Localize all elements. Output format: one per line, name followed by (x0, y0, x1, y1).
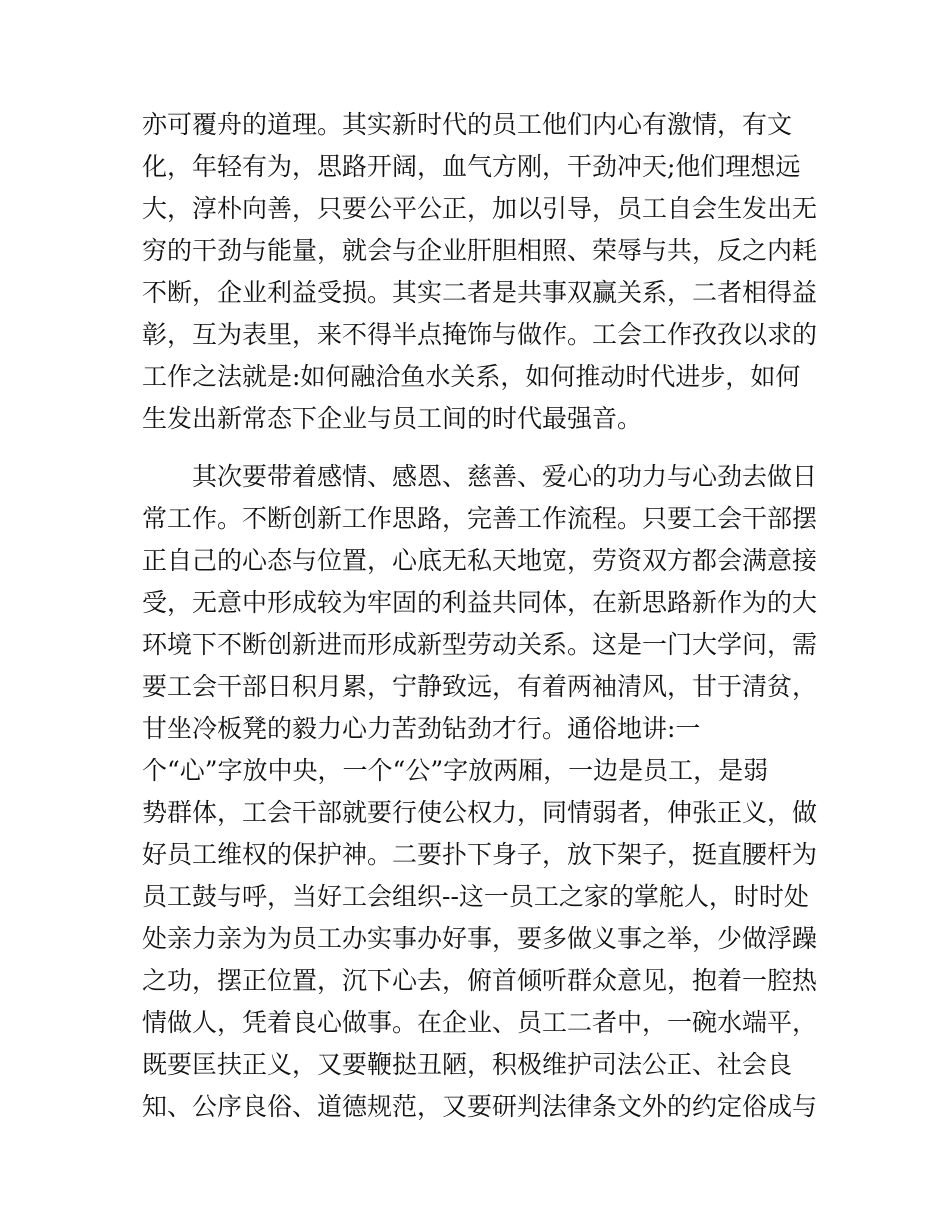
text-line: 情做人，凭着良心做事。在企业、员工二者中，一碗水端平， (142, 1008, 818, 1037)
text-line: 要工会干部日积月累，宁静致远，有着两袖清风，甘于清贫， (142, 672, 818, 701)
text-line: 正自己的心态与位置，心底无私天地宽，劳资双方都会满意接 (142, 546, 818, 575)
text-line: 常工作。不断创新工作思路，完善工作流程。只要工会干部摆 (142, 504, 818, 533)
body-text (142, 104, 818, 1128)
paragraph-first-line: 其次要带着感情、感恩、慈善、爱心的功力与心劲去做日 (192, 462, 818, 491)
text-line: 知、公序良俗、道德规范，又要研判法律条文外的约定俗成与 (142, 1092, 818, 1121)
text-line: 之功，摆正位置，沉下心去，俯首倾听群众意见，抱着一腔热 (142, 966, 818, 995)
text-line: 员工鼓与呼，当好工会组织--这一员工之家的掌舵人，时时处 (142, 882, 809, 911)
text-line: 亦可覆舟的道理。其实新时代的员工他们内心有激情，有文 (142, 110, 793, 139)
text-line: 受，无意中形成较为牢固的利益共同体，在新思路新作为的大 (142, 588, 818, 617)
text-line: 工作之法就是:如何融洽鱼水关系，如何推动时代进步，如何 (142, 362, 801, 391)
text-line: 彰，互为表里，来不得半点掩饰与做作。工会工作孜孜以求的 (142, 320, 818, 349)
text-line: 环境下不断创新进而形成新型劳动关系。这是一门大学问，需 (142, 630, 818, 659)
text-line: 大，淳朴向善，只要公平公正，加以引导，员工自会生发出无 (142, 194, 818, 223)
text-line: 好员工维权的保护神。二要扑下身子，放下架子，挺直腰杆为 (142, 840, 818, 869)
text-line: 势群体，工会干部就要行使公权力，同情弱者，伸张正义，做 (142, 798, 818, 827)
text-line: 不断，企业利益受损。其实二者是共事双赢关系，二者相得益 (142, 278, 818, 307)
text-line: 个“心”字放中央，一个“公”字放两厢，一边是员工，是弱 (142, 756, 769, 785)
text-line: 既要匡扶正义，又要鞭挞丑陋，积极维护司法公正、社会良 (142, 1050, 793, 1079)
text-line: 穷的干劲与能量，就会与企业肝胆相照、荣辱与共，反之内耗 (142, 236, 818, 265)
text-line: 生发出新常态下企业与员工间的时代最强音。 (142, 404, 643, 433)
text-line: 甘坐冷板凳的毅力心力苦劲钻劲才行。通俗地讲:一 (142, 714, 701, 743)
text-line: 处亲力亲为为员工办实事办好事，要多做义事之举，少做浮躁 (142, 924, 818, 953)
text-line: 化，年轻有为，思路开阔，血气方刚，干劲冲天;他们理想远 (142, 152, 801, 181)
